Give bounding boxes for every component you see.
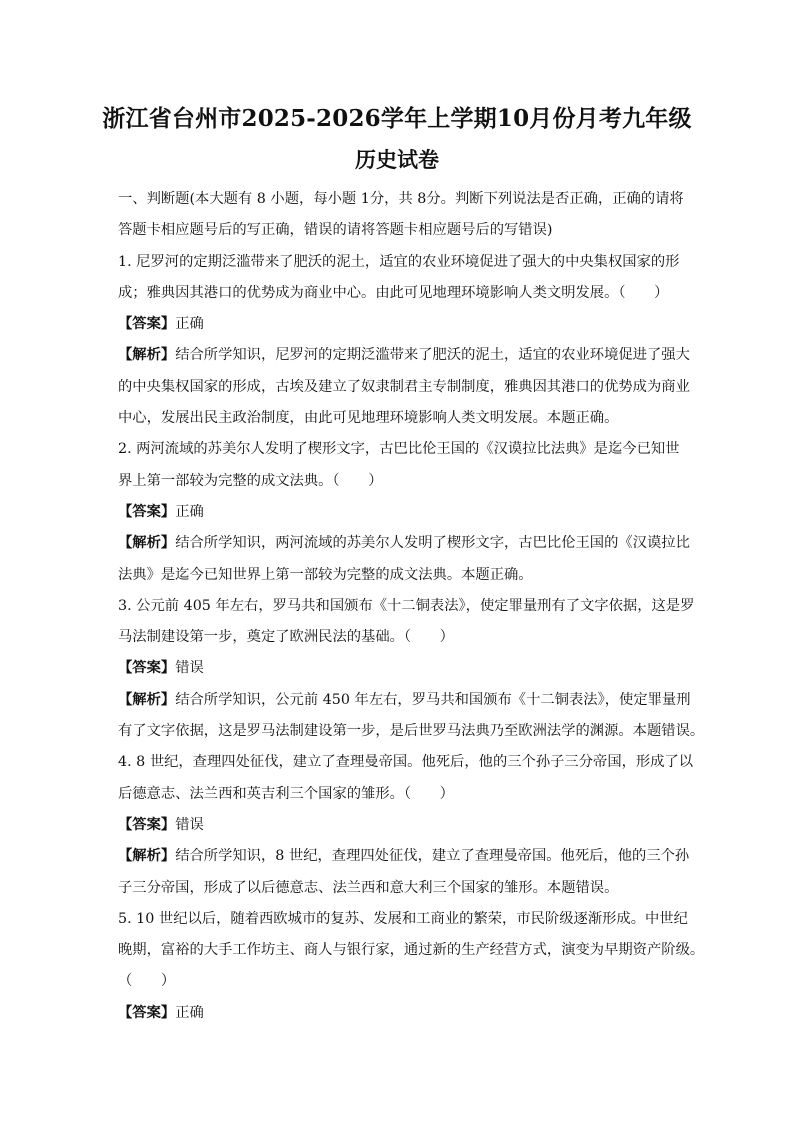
analysis-tag: 【解析】 [118,535,176,552]
question-line: 界上第一部较为完整的成文法典。（ ） [118,472,383,489]
answer-line [118,309,682,340]
analysis-text: 结合所学知识，公元前 450 年左右，罗马共和国颁布《十二铜表法》，使定罪量刑 [175,691,691,708]
page-title: 浙江省台州市2025-2026学年上学期10月份月考九年级 [102,105,692,132]
question-line: 晚期，富裕的大手工作坊主、商人与银行家，通过新的生产经营方式，演变为早期资产阶级。 [118,942,705,959]
question-line: 成；雅典因其港口的优势成为商业中心。由此可见地理环境影响人类文明发展。（ ） [118,284,669,301]
answer-value: 错误 [175,816,204,833]
analysis-line [118,685,691,716]
analysis-tag: 【解析】 [118,691,176,708]
answer-tag: 【答案】 [118,316,176,333]
analysis-text: 结合所学知识，尼罗河的定期泛滥带来了肥沃的泥土，适宜的农业环境促进了强大 [175,347,690,364]
answer-line [118,998,682,1029]
analysis-line [118,841,690,872]
answer-tag: 【答案】 [118,503,176,520]
answer-tag: 【答案】 [118,660,176,677]
analysis-line [118,340,690,371]
answer-tag: 【答案】 [118,1004,176,1021]
question-line: 5. 10 世纪以后，随着西欧城市的复苏、发展和工商业的繁荣，市民阶级逐渐形成。中世纪 [118,910,688,927]
section-instruction-line: 答题卡相应题号后的写正确，错误的请将答题卡相应题号后的写错误) [118,222,553,239]
answer-value: 正确 [175,1004,204,1021]
answer-tag: 【答案】 [118,816,176,833]
answer-value: 正确 [175,316,204,333]
analysis-line [118,528,690,559]
question-line: 2. 两河流域的苏美尔人发明了楔形文字，古巴比伦王国的《汉谟拉比法典》是迄今已知世 [118,441,680,458]
analysis-text: 结合所学知识，两河流域的苏美尔人发明了楔形文字，古巴比伦王国的《汉谟拉比 [175,535,690,552]
analysis-line: 子三分帝国，形成了以后德意志、法兰西和意大利三个国家的雏形。本题错误。 [118,879,619,896]
question-line: 4. 8 世纪，查理四处征伐，建立了查理曼帝国。他死后，他的三个孙子三分帝国，形成了以 [118,754,694,771]
answer-line [118,810,682,841]
question-line: 马法制建设第一步，奠定了欧洲民法的基础。（ ） [118,629,454,646]
analysis-line: 法典》是迄今已知世界上第一部较为完整的成文法典。本题正确。 [118,566,533,583]
section-instruction-line: 一、判断题(本大题有 8 小题，每小题 1分，共 8分。判断下列说法是否正确，正确的请将 [118,191,684,207]
answer-value: 错误 [175,660,204,677]
question-line: 后德意志、法兰西和英吉利三个国家的雏形。（ ） [118,785,454,802]
answer-line [118,497,682,528]
analysis-tag: 【解析】 [118,347,176,364]
question-line: 1. 尼罗河的定期泛滥带来了肥沃的泥土，适宜的农业环境促进了强大的中央集权国家的形 [118,253,680,270]
analysis-tag: 【解析】 [118,848,176,865]
analysis-line: 有了文字依据，这是罗马法制建设第一步，是后世罗马法典乃至欧洲法学的渊源。本题错误。 [118,723,705,740]
page-subtitle: 历史试卷 [355,147,439,172]
document-body [118,184,705,1029]
question-line: （ ） [118,973,176,990]
question-line: 3. 公元前 405 年左右，罗马共和国颁布《十二铜表法》，使定罪量刑有了文字依据，这是罗 [118,597,695,614]
answer-line [118,653,682,684]
analysis-line: 的中央集权国家的形成，古埃及建立了奴隶制君主专制制度，雅典因其港口的优势成为商业 [118,378,690,395]
analysis-text: 结合所学知识，8 世纪，查理四处征伐，建立了查理曼帝国。他死后，他的三个孙 [175,848,690,865]
answer-value: 正确 [175,503,204,520]
title-block [0,98,794,180]
analysis-line: 中心，发展出民主政治制度，由此可见地理环境影响人类文明发展。本题正确。 [118,410,619,427]
